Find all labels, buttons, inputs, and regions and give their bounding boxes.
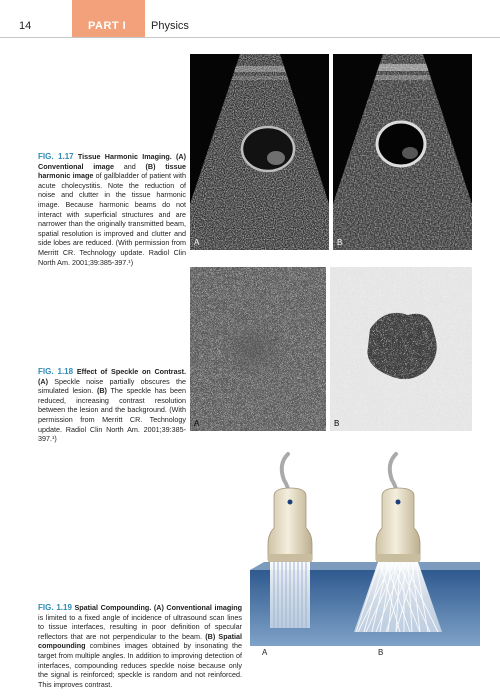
section-title: Physics bbox=[151, 20, 189, 32]
spatial-compounding-diagram bbox=[250, 450, 480, 680]
part-label: PART I bbox=[88, 20, 127, 32]
fig-1-18-title: Effect of Speckle on Contrast. bbox=[76, 367, 186, 376]
fig-1-17-number: FIG. 1.17 bbox=[38, 152, 74, 161]
fig-1-17-text-1: and bbox=[114, 161, 146, 171]
fig-1-18-panel-a bbox=[190, 267, 326, 431]
fig-1-17-bold-a: (A) Conventional image bbox=[38, 152, 187, 171]
fig-1-17-bold-b: (B) tissue harmonic image bbox=[38, 161, 186, 181]
page-number: 14 bbox=[19, 20, 32, 32]
fig-1-18-bold-a: (A) bbox=[38, 376, 48, 386]
fig-1-18-body: The speckle has been reduced, increasing contrast resolution between the lesion and the background. (With permission from Merritt CR. Technology update. Radiol Clin North Am. 2001;39:385-397.¹) bbox=[38, 386, 186, 444]
fig-1-18-text-1: Speckle noise partially obscures the simulated lesion. bbox=[38, 376, 186, 396]
header-rule bbox=[0, 37, 500, 38]
ultrasound-conventional-image bbox=[190, 54, 329, 250]
fig-1-18-caption bbox=[38, 367, 186, 444]
fig-1-17-label-a: A bbox=[194, 238, 200, 247]
transducer-probe-a bbox=[268, 454, 312, 562]
fig-1-17-panel-a bbox=[190, 54, 329, 250]
transducer-probe-b bbox=[376, 454, 420, 562]
speckle-noise-image bbox=[190, 267, 326, 431]
fig-1-17-body: of gallbladder of patient with acute cholecystitis. Note the reduction of noise and clutter in the tissue harmonic image. Because harmonic beams do not interact with superficial structures and are narrower than the originally transmitted beam, spatial resolution is improved and clutter and side lobes are reduced. (With permission from Merritt CR. Technology update. Radiol Clin North Am. 2001;39:385-397.¹) bbox=[38, 171, 186, 267]
fig-1-19-label-a: A bbox=[262, 648, 268, 657]
fig-1-18-label-b: B bbox=[334, 419, 340, 428]
page-header bbox=[0, 0, 500, 38]
fig-1-18-bold-b: (B) bbox=[96, 386, 107, 396]
fig-1-19-text-1: is limited to a fixed angle of incidence of ultrasound scan lines to tissue interfaces, resulting in poor definition of specular reflectors that are not perpendicular to the beam. bbox=[38, 612, 242, 641]
fig-1-19-label-b: B bbox=[378, 648, 384, 657]
fig-1-17-title: Tissue Harmonic Imaging. bbox=[77, 152, 172, 161]
fig-1-18-panel-b bbox=[330, 267, 472, 431]
fig-1-17-caption bbox=[38, 152, 186, 267]
fig-1-19-body: combines images obtained by insonating the target from multiple angles. In addition to improving detection of interfaces, compounding reduces speckle noise because only the signal is reinforced; speckle is random and not reinforced. This improves contrast. bbox=[38, 641, 242, 689]
fig-1-19-number: FIG. 1.19 bbox=[38, 603, 72, 612]
fig-1-19-illustration bbox=[250, 450, 480, 680]
fig-1-19-bold-b: (B) Spatial compounding bbox=[38, 631, 243, 651]
ultrasound-harmonic-image bbox=[333, 54, 472, 250]
fig-1-19-bold-a: (A) Conventional imaging bbox=[153, 603, 243, 612]
part-tab bbox=[72, 0, 145, 38]
fig-1-19-caption bbox=[38, 603, 242, 689]
conventional-beam-lines bbox=[270, 562, 310, 628]
fig-1-18-number: FIG. 1.18 bbox=[38, 367, 74, 376]
fig-1-17-panel-b bbox=[333, 54, 472, 250]
fig-1-19-title: Spatial Compounding. bbox=[74, 603, 152, 612]
fig-1-18-label-a: A bbox=[194, 419, 200, 428]
speckle-reduced-image bbox=[330, 267, 472, 431]
fig-1-17-label-b: B bbox=[337, 238, 343, 247]
